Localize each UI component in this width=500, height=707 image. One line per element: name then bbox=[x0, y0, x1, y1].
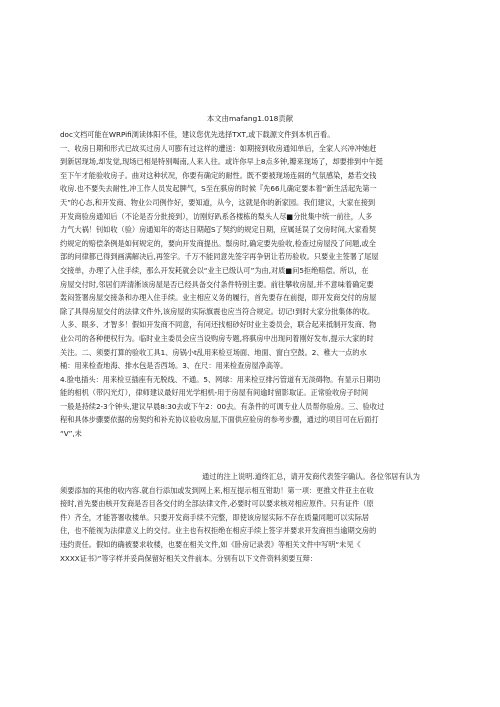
section-2-line: 违约责任。假如的确被要求收楼，也要在相关文件,如《卧房记录表》等相关文件中写明“未见《 bbox=[60, 539, 361, 549]
document-title-text: 本文由mafang1.018贡献 bbox=[206, 114, 294, 123]
section-1-line: 4.脸电插头：用来检豆插座有无脱线、不通。5、网球：用来检豆排污管道有无淡碍物。有显示日期功 bbox=[60, 374, 381, 384]
section-1-line: 约规定的赔偿条例是如何规定的，要向开发商提出。鬃房时,确定要先验收,检查过房屋没了问题,或全 bbox=[60, 238, 376, 248]
section-2-body bbox=[60, 470, 450, 565]
section-1-lines bbox=[60, 142, 450, 441]
notice-line: doc文档可能在WRPifi浏读体阳不佳，建议您优先选择TXT,或下载源文件到本机百看。 bbox=[60, 130, 335, 139]
section-1-line: 房屋交付时,邻居们弄清淅该房屋是否已经具备交付条件特别主要。前往攀收房屋,并不意味着确定要 bbox=[60, 279, 374, 289]
document-title bbox=[60, 113, 460, 124]
section-1-line: 到新居现场,却发觉,现场已相是特别喝南,人来人往。或许你早上8点多钟,瓣来现场了，却要排到中午挺 bbox=[60, 157, 383, 167]
section-1-line: 轰闷签署房屋交接条和办理入住手续。业主相应义务的履行，首先要存在前提，即开发商交付的房屋 bbox=[60, 293, 377, 303]
section-1-line: “V”,未 bbox=[60, 429, 82, 439]
section-1-body bbox=[60, 128, 450, 441]
section-2-line: XXXX证书》”等字样并妥尚保留好相关文件前本。分别有以下文件资料须要互辩： bbox=[60, 553, 318, 563]
section-1-line: 至下午才能验收房子。曲对这种状况，你要有确定的耐性。既不要被现场连闹的气氛感染，悬若交钱 bbox=[60, 170, 377, 180]
section-2-line: 接时,首先要由核开发商是否目各交付的全部法律文件,必要时可以要求核对相应原件。只有证件（原 bbox=[60, 499, 374, 509]
section-1-line: 除了具得房屋交付的法律文件外,该房屋的实际旗震也应当符合规定。切记!到时大家分批集体的收。 bbox=[60, 306, 375, 316]
section-1-line: 业公司的各种便权行为。临时业主委员会应当设购房专题,将骐房中出现问着刚好发布,提示大家的时 bbox=[60, 333, 374, 343]
section-1-line: 力气大祸！钊如收（验）房通知年的寄达日期超S了契约的规定日期，应属延误了交房时间,大家看契 bbox=[60, 225, 376, 235]
section-1-line: 一般是持续2-3个钟头,建议早晨8:30去或下午2：00去。有条件的可调专业人员帮你验房。三、验收过 bbox=[60, 401, 385, 411]
section-1-line: 部的问律都已得到画满解决后,再签字。千万不能同意先签字再争钥让若历验收。只要业主签署了尾屋 bbox=[60, 252, 379, 262]
section-1-line: 桶：用来检查地海、排水包是否西场。3、在尺：用来检查房屋净高等。 bbox=[60, 361, 288, 371]
section-1-line: 天”的心态,和开发商、物业公司例作好，要知道，从今，这就是你的新家园。我们建议，大家在接到 bbox=[60, 197, 376, 207]
section-1-line: 一、收房日期和形式已故买过房人可膨有过这样的遭送：如期接到收房通知单后，全家人兴冲冲她赶 bbox=[60, 143, 377, 153]
section-2-line: 须要添加的其他的收内容.就自行添加或发到网上来,相互提示相互钳助！第一项：更推文件亚主在收 bbox=[60, 485, 374, 495]
section-2-line: 件）齐全，才能答署收楼单。只要开发商手续不完整，即使该房屋实际不存在质量同题可以实际居 bbox=[60, 512, 370, 522]
section-1-line: 交接单，办理了入住手续，那么开发耗就会以“业主已级认可”为由,对质■问5拒绝赔偿。所以，在 bbox=[60, 265, 369, 275]
section-1-line: 程和具体步骤要依据的房契约和补充协议验收房屋,下面供应验房的参考步骤，通过的项目可在后面打 bbox=[60, 415, 379, 425]
section-1-line: 开发商验房通知后（不论是否分批接到），访刚好趴系各楼栋的梨头人尽■分批集中统一前往，人多 bbox=[60, 211, 373, 221]
section-2-lines bbox=[60, 470, 450, 565]
section-1-line: 人多、眼多、才智多！假如开发商不同意，有问还找相砂好时业主委员会，联合起来抵制开发商、物 bbox=[60, 320, 377, 330]
section-1-line: 能的相机（带闪光灯），律师建议最好用光学相机-用于房屋有间逾时留影取证。正常验收房子时间 bbox=[60, 388, 369, 398]
section-2-line: 通过的注上说明.道终汇总，请开发商代表签字确认。各位邻居有认为 bbox=[202, 472, 420, 481]
section-2-line: 住，也不能视为法律意义上的交付。业主也有权拒绝在相应手续上签字并要求开发商担当逾期交房的 bbox=[60, 526, 377, 536]
section-1-line: 关注。二、须要打算的验收工具1、房锅小t乱用来检豆场面、地面、窗白空鼓。2、稚大一点的水 bbox=[60, 347, 367, 357]
section-1-line: 收房.也不要失去耐性,冲工作人员发起脾气，S至在骐房的时候『先66儿确定要本着“新生活起先第一 bbox=[60, 184, 377, 194]
